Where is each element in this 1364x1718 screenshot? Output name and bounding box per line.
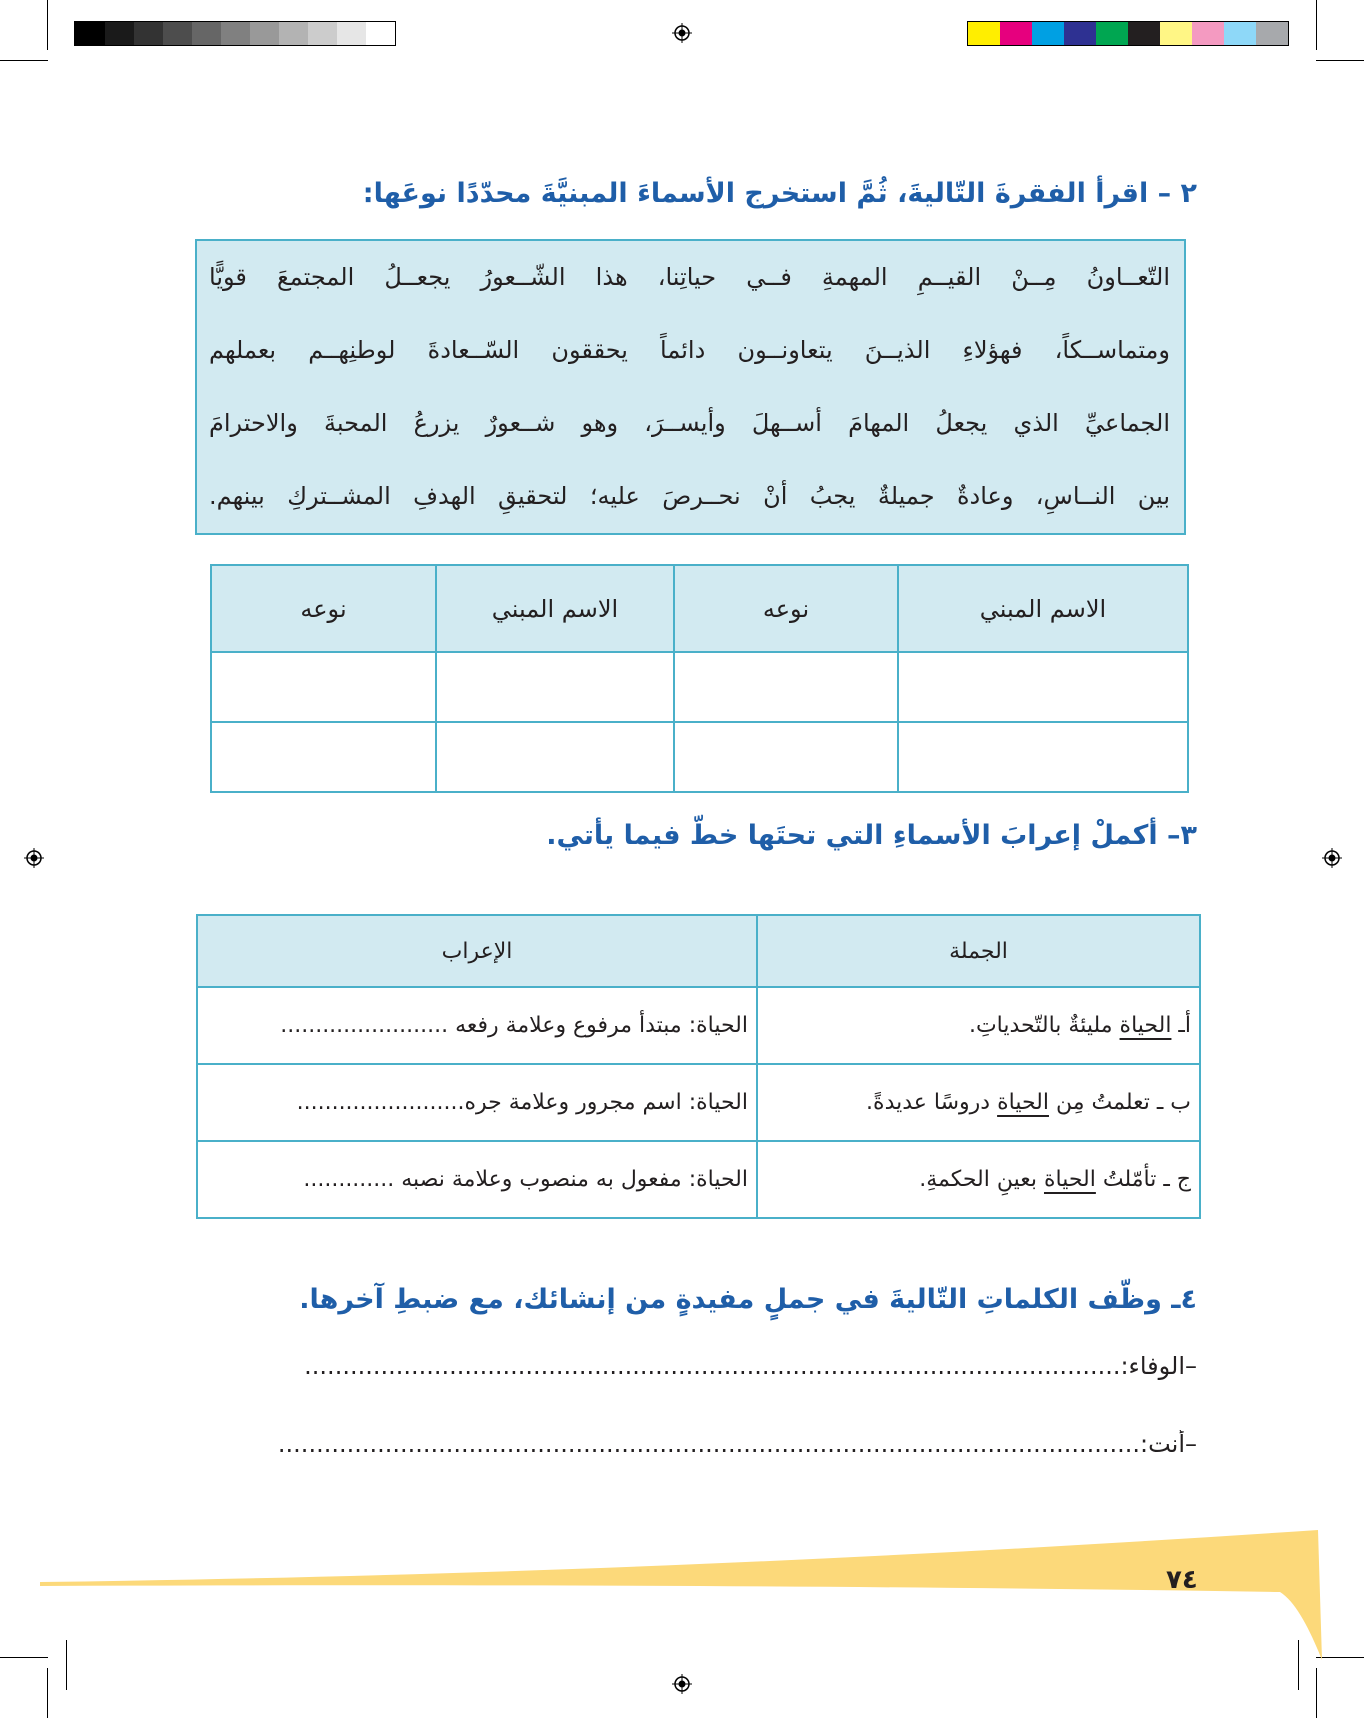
answer-line-wafa[interactable]: –الوفاء:........................................................................................................... [304,1352,1197,1380]
grayscale-bar [74,21,396,46]
question-4-title: ٤ـ وظّف الكلماتِ التّاليةَ في جملٍ مفيدةٍ من إنشائك، مع ضبطِ آخرها. [299,1284,1197,1315]
color-swatch [1000,22,1032,45]
crop-mark [0,60,48,61]
paragraph-line: الجماعيِّ الذي يجعلُ المهامَ أســهلَ وأيســرَ، وهو شــعورٌ يزرعُ المحبةَ والاحترامَ [209,409,1170,437]
color-swatch [1096,22,1128,45]
footer-band [0,1530,1364,1660]
column-header: الاسم المبني [898,565,1188,652]
registration-mark-icon [672,1674,692,1694]
answer-cell[interactable] [436,722,674,792]
answer-cell[interactable] [674,722,898,792]
parsing-table [196,914,1201,1219]
color-swatch [1160,22,1192,45]
crop-mark [47,1668,48,1718]
answer-line-anta[interactable]: –أنت:................................................................................................................. [277,1430,1197,1458]
answer-cell[interactable] [674,652,898,722]
color-swatch [968,22,1000,45]
paragraph-line: ومتماســكاً، فهؤلاءِ الذيــنَ يتعاونــون دائماً يحققون السّــعادةَ لوطنِهــم بعملهم [209,336,1170,364]
color-swatch [1128,22,1160,45]
page-number: ٧٤ [1166,1565,1198,1595]
registration-mark-icon [1322,848,1342,868]
parsing-cell[interactable]: الحياة: اسم مجرور وعلامة جره........................ [197,1064,757,1141]
parsing-cell[interactable]: الحياة: مفعول به منصوب وعلامة نصبه ............. [197,1141,757,1218]
answer-cell[interactable] [211,652,436,722]
answer-cell[interactable] [436,652,674,722]
column-header-parsing: الإعراب [197,915,757,987]
answer-cell[interactable] [898,652,1188,722]
color-swatch [1064,22,1096,45]
column-header: نوعه [211,565,436,652]
column-header: الاسم المبني [436,565,674,652]
registration-mark-icon [24,848,44,868]
color-swatch [1256,22,1288,45]
paragraph-line: التّعــاونُ مِــنْ القيــمِ المهمةِ فــي حياتِنا، هذا الشّــعورُ يجعــلُ المجتمعَ قويًّا [209,263,1170,291]
paragraph-line: بين النــاسِ، وعادةٌ جميلةٌ يجبُ أنْ نحــرصَ عليه؛ لتحقيقِ الهدفِ المشــتركِ بينهم. [209,482,1170,510]
crop-mark [47,0,48,50]
color-swatch [1224,22,1256,45]
registration-mark-icon [672,23,692,43]
color-swatch [1032,22,1064,45]
extraction-table [210,564,1189,793]
crop-mark [1316,60,1364,61]
question-3-title: ٣– أكملْ إعرابَ الأسماءِ التي تحتَها خطّ فيما يأتي. [546,820,1197,851]
sentence-cell: ب ـ تعلمتُ مِن الحياة دروسًا عديدةً. [757,1064,1200,1141]
column-header-sentence: الجملة [757,915,1200,987]
answer-cell[interactable] [898,722,1188,792]
sentence-cell: أـ الحياة مليئةٌ بالتّحدياتِ. [757,987,1200,1064]
color-swatch [1192,22,1224,45]
sentence-cell: ج ـ تأمّلتُ الحياة بعينِ الحكمةِ. [757,1141,1200,1218]
parsing-cell[interactable]: الحياة: مبتدأ مرفوع وعلامة رفعه ........................ [197,987,757,1064]
column-header: نوعه [674,565,898,652]
paragraph-box [195,239,1186,535]
crop-mark [1316,0,1317,50]
crop-mark [1316,1668,1317,1718]
color-bar [967,21,1289,46]
question-2-title: ٢ – اقرأ الفقرةَ التّاليةَ، ثُمَّ استخرج الأسماءَ المبنيَّةَ محدّدًا نوعَها: [362,178,1197,209]
answer-cell[interactable] [211,722,436,792]
